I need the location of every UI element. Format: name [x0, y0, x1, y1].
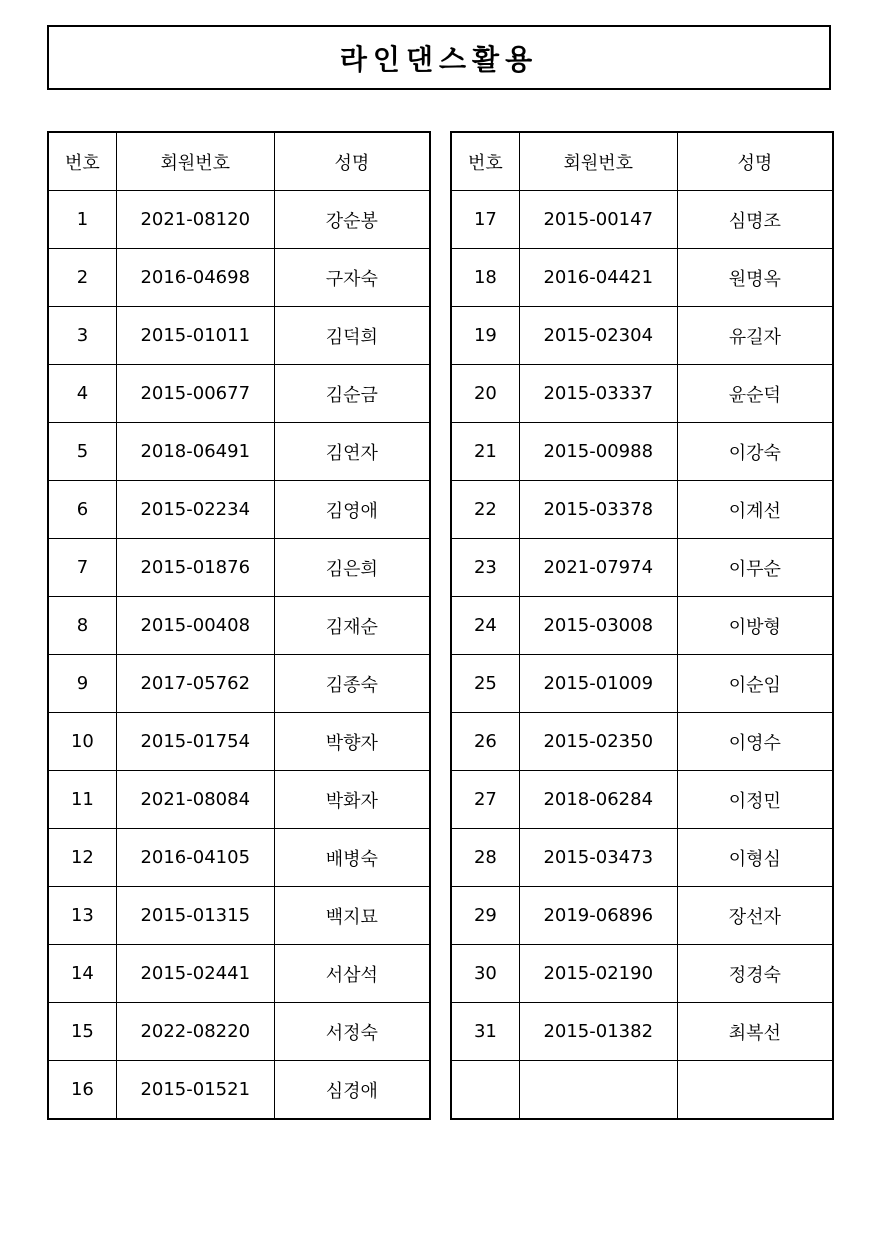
table-row [48, 887, 430, 945]
cell-member-id: 2015-01315 [116, 887, 274, 945]
table-row [48, 1003, 430, 1061]
cell-name: 윤순덕 [677, 365, 833, 423]
cell-number: 8 [48, 597, 116, 655]
cell-number: 22 [451, 481, 519, 539]
cell-name: 이순임 [677, 655, 833, 713]
cell-member-id: 2016-04698 [116, 249, 274, 307]
table-row [451, 771, 833, 829]
cell-number: 6 [48, 481, 116, 539]
cell-member-id: 2019-06896 [519, 887, 677, 945]
cell-number: 9 [48, 655, 116, 713]
cell-name: 백지묘 [274, 887, 430, 945]
cell-name: 김종숙 [274, 655, 430, 713]
cell-member-id: 2021-08120 [116, 191, 274, 249]
table-row [451, 423, 833, 481]
cell-member-id: 2016-04421 [519, 249, 677, 307]
cell-number: 7 [48, 539, 116, 597]
cell-number: 10 [48, 713, 116, 771]
table-row [451, 307, 833, 365]
header-member-id: 회원번호 [116, 132, 274, 191]
cell-name: 박향자 [274, 713, 430, 771]
cell-member-id: 2015-01011 [116, 307, 274, 365]
cell-member-id: 2015-03008 [519, 597, 677, 655]
roster-table-right [450, 131, 834, 1120]
cell-member-id: 2015-00147 [519, 191, 677, 249]
cell-number: 14 [48, 945, 116, 1003]
cell-member-id: 2015-03378 [519, 481, 677, 539]
cell-member-id: 2015-01876 [116, 539, 274, 597]
cell-number [451, 1061, 519, 1120]
cell-member-id: 2015-02234 [116, 481, 274, 539]
table-row [48, 539, 430, 597]
cell-number: 11 [48, 771, 116, 829]
cell-number: 13 [48, 887, 116, 945]
cell-name: 강순봉 [274, 191, 430, 249]
cell-name: 구자숙 [274, 249, 430, 307]
header-member-id: 회원번호 [519, 132, 677, 191]
cell-number: 18 [451, 249, 519, 307]
cell-number: 30 [451, 945, 519, 1003]
table-row [451, 1003, 833, 1061]
cell-member-id: 2015-02350 [519, 713, 677, 771]
header-row [451, 132, 833, 191]
roster-table-left [47, 131, 431, 1120]
cell-member-id [519, 1061, 677, 1120]
cell-number: 23 [451, 539, 519, 597]
table-row [48, 655, 430, 713]
table-row [451, 191, 833, 249]
table-row [451, 539, 833, 597]
cell-member-id: 2015-02304 [519, 307, 677, 365]
page-title: 라인댄스활용 [339, 42, 539, 76]
cell-member-id: 2015-00677 [116, 365, 274, 423]
cell-member-id: 2015-01009 [519, 655, 677, 713]
cell-member-id: 2015-03473 [519, 829, 677, 887]
cell-member-id: 2016-04105 [116, 829, 274, 887]
cell-number: 15 [48, 1003, 116, 1061]
cell-number: 12 [48, 829, 116, 887]
table-row [451, 829, 833, 887]
cell-name: 이형심 [677, 829, 833, 887]
table-row [48, 249, 430, 307]
table-row [451, 365, 833, 423]
cell-name: 심명조 [677, 191, 833, 249]
table-row [48, 713, 430, 771]
cell-number: 29 [451, 887, 519, 945]
cell-number: 21 [451, 423, 519, 481]
table-row [48, 1061, 430, 1120]
cell-name: 이강숙 [677, 423, 833, 481]
table-row [48, 191, 430, 249]
cell-name: 배병숙 [274, 829, 430, 887]
table-row [451, 249, 833, 307]
cell-name: 원명옥 [677, 249, 833, 307]
cell-member-id: 2015-03337 [519, 365, 677, 423]
cell-number: 20 [451, 365, 519, 423]
cell-number: 26 [451, 713, 519, 771]
cell-member-id: 2022-08220 [116, 1003, 274, 1061]
cell-name: 김영애 [274, 481, 430, 539]
cell-name: 이계선 [677, 481, 833, 539]
cell-name [677, 1061, 833, 1120]
cell-member-id: 2018-06491 [116, 423, 274, 481]
cell-name: 장선자 [677, 887, 833, 945]
cell-member-id: 2015-00408 [116, 597, 274, 655]
cell-number: 24 [451, 597, 519, 655]
cell-name: 박화자 [274, 771, 430, 829]
table-row [451, 945, 833, 1003]
table-row [48, 829, 430, 887]
cell-name: 이정민 [677, 771, 833, 829]
cell-number: 17 [451, 191, 519, 249]
table-row [451, 655, 833, 713]
cell-name: 김재순 [274, 597, 430, 655]
cell-name: 김은희 [274, 539, 430, 597]
table-row [48, 365, 430, 423]
cell-member-id: 2021-07974 [519, 539, 677, 597]
cell-member-id: 2015-00988 [519, 423, 677, 481]
table-row [48, 945, 430, 1003]
table-row [48, 481, 430, 539]
cell-name: 심경애 [274, 1061, 430, 1120]
header-number: 번호 [48, 132, 116, 191]
cell-member-id: 2015-01754 [116, 713, 274, 771]
table-row [451, 481, 833, 539]
cell-name: 서정숙 [274, 1003, 430, 1061]
cell-number: 27 [451, 771, 519, 829]
table-row [451, 887, 833, 945]
cell-number: 4 [48, 365, 116, 423]
cell-number: 5 [48, 423, 116, 481]
cell-number: 19 [451, 307, 519, 365]
table-row [451, 597, 833, 655]
cell-name: 유길자 [677, 307, 833, 365]
header-name: 성명 [677, 132, 833, 191]
cell-number: 16 [48, 1061, 116, 1120]
cell-name: 이영수 [677, 713, 833, 771]
table-row [48, 307, 430, 365]
table-row [451, 713, 833, 771]
cell-number: 31 [451, 1003, 519, 1061]
cell-member-id: 2018-06284 [519, 771, 677, 829]
table-row [48, 597, 430, 655]
cell-name: 이방형 [677, 597, 833, 655]
cell-number: 2 [48, 249, 116, 307]
cell-number: 28 [451, 829, 519, 887]
cell-name: 김연자 [274, 423, 430, 481]
cell-number: 1 [48, 191, 116, 249]
cell-name: 서삼석 [274, 945, 430, 1003]
cell-name: 최복선 [677, 1003, 833, 1061]
cell-name: 이무순 [677, 539, 833, 597]
header-number: 번호 [451, 132, 519, 191]
header-row [48, 132, 430, 191]
cell-member-id: 2015-02190 [519, 945, 677, 1003]
table-row [451, 1061, 833, 1120]
cell-member-id: 2021-08084 [116, 771, 274, 829]
cell-name: 김덕희 [274, 307, 430, 365]
table-row [48, 423, 430, 481]
cell-member-id: 2017-05762 [116, 655, 274, 713]
cell-name: 김순금 [274, 365, 430, 423]
table-row [48, 771, 430, 829]
cell-member-id: 2015-02441 [116, 945, 274, 1003]
cell-number: 25 [451, 655, 519, 713]
cell-number: 3 [48, 307, 116, 365]
cell-member-id: 2015-01382 [519, 1003, 677, 1061]
cell-name: 정경숙 [677, 945, 833, 1003]
title-box [47, 25, 831, 90]
cell-member-id: 2015-01521 [116, 1061, 274, 1120]
header-name: 성명 [274, 132, 430, 191]
